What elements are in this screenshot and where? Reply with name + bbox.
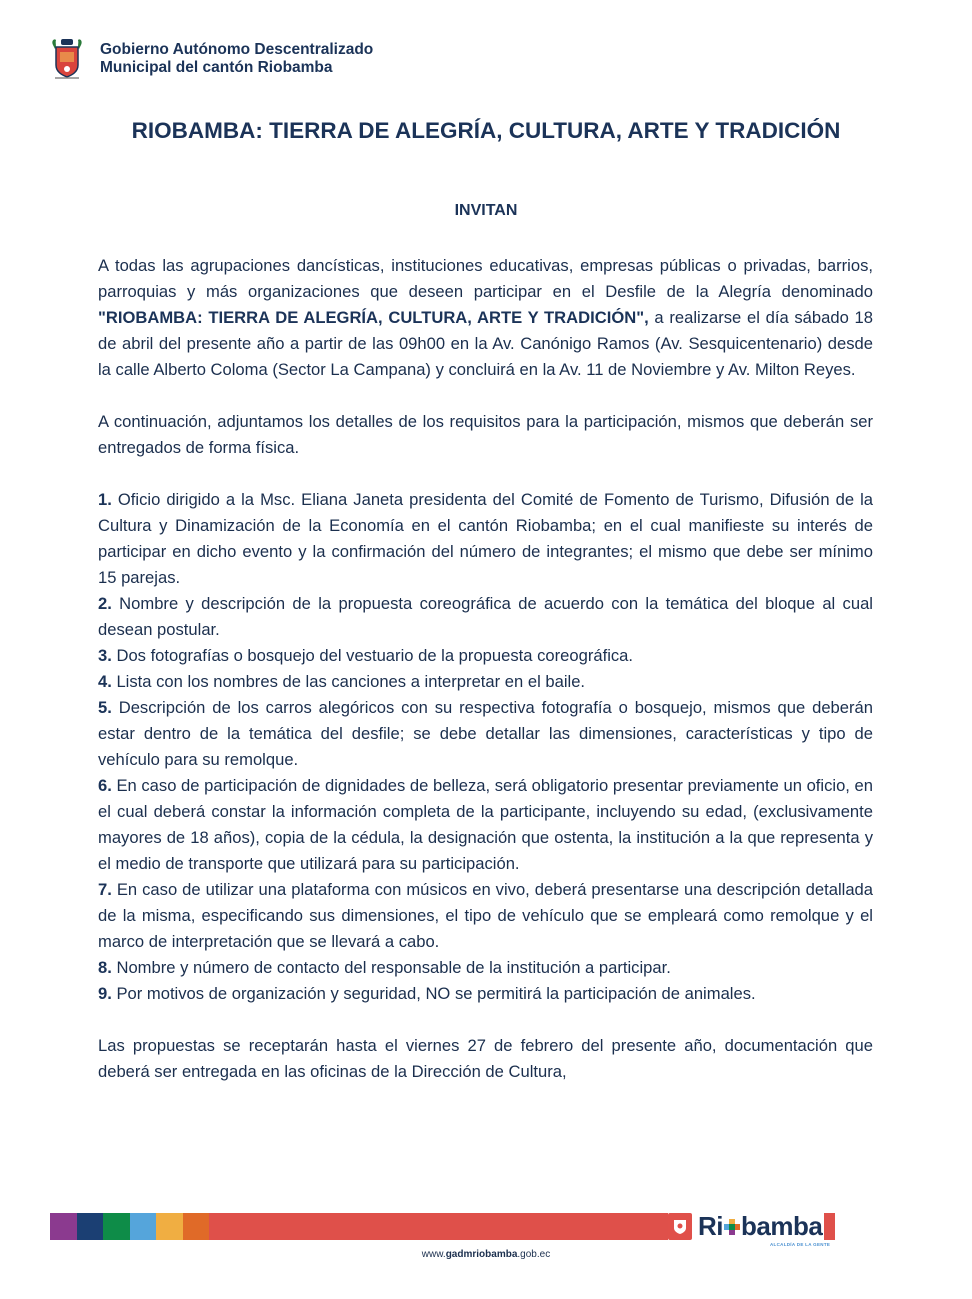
requirement-item [98,643,873,669]
requirement-item [98,981,873,1007]
color-segment-purple [50,1213,77,1240]
brand-suffix: bamba [741,1211,823,1241]
color-segment-navy [77,1213,104,1240]
requirement-item [98,695,873,773]
org-line-2: Municipal del cantón Riobamba [100,59,333,76]
color-segment-green [103,1213,130,1240]
requirement-text: En caso de utilizar una plataforma con músicos en vivo, deberá presentarse una descripción detallada de la misma, especificando sus dimensiones, el tipo de vehículo que se empleará como remolque y el marco de interpretación que se llevará a cabo. [98,880,873,951]
coat-of-arms-icon [50,37,84,81]
requirement-item [98,955,873,981]
requirement-text: Por motivos de organización y seguridad, NO se permitirá la participación de animales. [111,984,756,1003]
requirement-item [98,487,873,591]
requirement-number: 3. [98,646,112,665]
crest-icon [668,1213,692,1240]
requirement-number: 1. [98,490,112,509]
document-subtitle: INVITAN [454,202,518,219]
requirement-number: 5. [98,698,112,717]
requirements-list [98,487,873,1007]
brand-tagline: ALCALDÍA DE LA GENTE [770,1242,831,1247]
closing-paragraph: Las propuestas se receptarán hasta el viernes 27 de febrero del presente año, documentación que deberá ser entregada en las oficinas de la Dirección de Cultura, [98,1036,873,1081]
riobamba-logo [668,1211,824,1241]
requirement-text: Oficio dirigido a la Msc. Eliana Janeta presidenta del Comité de Fomento de Turismo, Difusión de la Cultura y Dinamización de la Economía en el cantón Riobamba; en el cual manifieste su interés de participar en dicho evento y la confirmación del número de integrantes; el mismo que debe ser mínimo 15 parejas. [98,490,873,587]
brand-name [698,1211,822,1241]
requirement-number: 9. [98,984,112,1003]
url-suffix: .gob.ec [517,1249,551,1260]
document-body [98,253,873,1085]
requirement-item [98,773,873,877]
requirement-number: 8. [98,958,112,977]
requirements-intro: A continuación, adjuntamos los detalles de los requisitos para la participación, mismos que deberán ser entregados de forma física. [98,412,873,457]
intro-text: A todas las agrupaciones dancísticas, instituciones educativas, empresas públicas o privadas, barrios, parroquias y más organizaciones que deseen participar en el Desfile de la Alegría denominado [98,256,873,301]
org-line-1: Gobierno Autónomo Descentralizado [100,41,374,58]
url-domain: gadmriobamba [445,1249,518,1260]
intro-event-name: "RIOBAMBA: TIERRA DE ALEGRÍA, CULTURA, ARTE Y TRADICIÓN", [98,308,649,327]
requirement-number: 6. [98,776,112,795]
brand-diamond-icon [724,1219,740,1235]
color-segment-yellow [156,1213,183,1240]
website-url[interactable] [0,1249,972,1260]
header [50,37,373,81]
requirement-number: 7. [98,880,112,899]
requirement-item [98,591,873,643]
requirement-text: En caso de participación de dignidades de belleza, será obligatorio presentar previamente un oficio, en el cual deberá constar la información completa de la participante, incluyendo su edad, (exclusivamente mayores de 18 años), copia de la cédula, la designación que ostenta, la institución a la que representa y el medio de transporte que utilizará para su participación. [98,776,873,873]
brand-prefix: Ri [698,1211,723,1241]
document-title: RIOBAMBA: TIERRA DE ALEGRÍA, CULTURA, ARTE Y TRADICIÓN [131,118,841,143]
requirement-item [98,877,873,955]
url-prefix: www. [421,1249,446,1260]
intro-paragraph [98,253,873,383]
color-segment-lightblue [130,1213,157,1240]
organization-name [100,41,373,77]
requirement-text: Nombre y descripción de la propuesta coreográfica de acuerdo con la temática del bloque al cual desean postular. [98,594,873,639]
intro-details: a realizarse el día sábado 18 de abril del presente año a partir de las 09h00 en la Av. Canónigo Ramos (Av. Sesquicentenario) desde la calle Alberto Coloma (Sector La Campana) y concluirá en la Av. 11 de Noviembre y Av. Milton Reyes. [98,308,873,379]
requirement-item [98,669,873,695]
requirement-number: 4. [98,672,112,691]
requirement-text: Lista con los nombres de las canciones a interpretar en el baile. [111,672,586,691]
color-segment-orange [183,1213,210,1240]
requirement-number: 2. [98,594,112,613]
requirement-text: Descripción de los carros alegóricos con su respectiva fotografía o bosquejo, mismos que deberán estar dentro de la temática del desfile; se debe detallar las dimensiones, características y tipo de vehículo para su remolque. [98,698,873,769]
requirement-text: Nombre y número de contacto del responsable de la institución a participar. [111,958,671,977]
requirement-text: Dos fotografías o bosquejo del vestuario de la propuesta coreográfica. [111,646,634,665]
